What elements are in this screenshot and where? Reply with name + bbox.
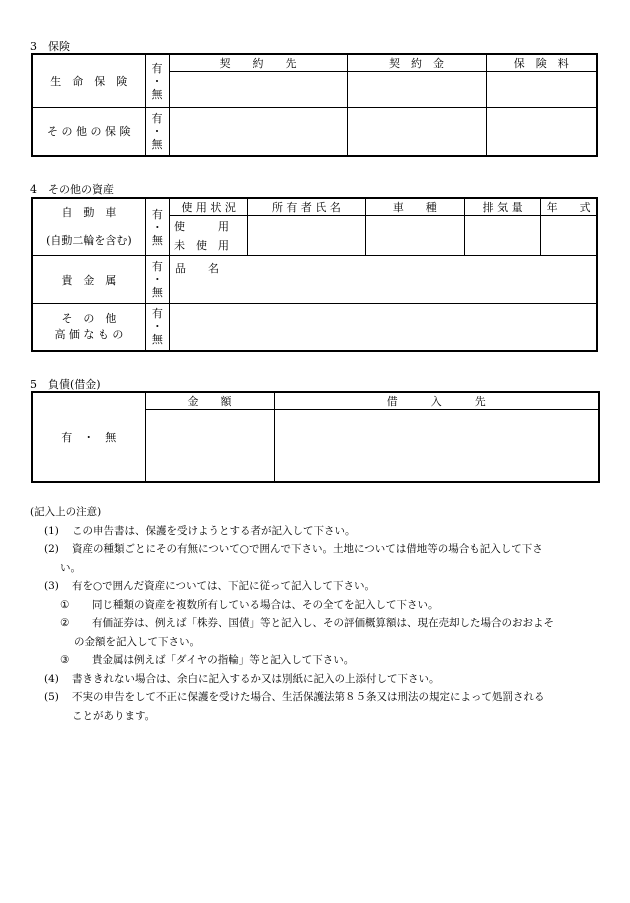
header-lender: 借 入 先 bbox=[274, 392, 599, 410]
header-owner-name: 所 有 者 氏 名 bbox=[248, 198, 365, 216]
header-model-year: 年 式 bbox=[541, 198, 597, 216]
debt-yes-no[interactable]: 有 ・ 無 bbox=[32, 392, 145, 482]
other-premium-field[interactable] bbox=[486, 108, 597, 156]
header-contractor: 契 約 先 bbox=[169, 54, 347, 72]
notes-heading: (記入上の注意) bbox=[30, 506, 102, 518]
car-type-field[interactable] bbox=[365, 216, 464, 256]
note-sub-item: ① 同じ種類の資産を複数所有している場合は、その全てを記入して下さい。 bbox=[60, 598, 439, 611]
life-insurance-label: 生 命 保 険 bbox=[32, 54, 145, 108]
note-sub-item: ③ 貴金属は例えば「ダイヤの指輪」等と記入して下さい。 bbox=[60, 654, 355, 666]
precious-metal-item-field[interactable] bbox=[169, 256, 597, 304]
note-sub-item-cont: の金額を記入して下さい。 bbox=[74, 635, 200, 648]
section-title-debt: 5 負債(借金) bbox=[30, 378, 101, 391]
life-contractor-field[interactable] bbox=[169, 72, 347, 108]
header-amount: 金 額 bbox=[145, 392, 274, 410]
header-premium: 保 険 料 bbox=[486, 54, 597, 72]
item-name-label: 品 名 bbox=[174, 262, 219, 275]
notes bbox=[30, 503, 605, 725]
insurance-table bbox=[31, 53, 598, 157]
other-insurance-label: そ の 他 の 保 険 bbox=[32, 108, 145, 156]
usage-not-in-use[interactable]: 未 使 用 bbox=[169, 236, 247, 256]
precious-metal-label: 貴 金 属 bbox=[32, 256, 145, 304]
debt-table bbox=[31, 391, 600, 483]
car-yes-no[interactable]: 有 ・ 無 bbox=[145, 198, 169, 256]
other-assets-table bbox=[31, 197, 598, 352]
header-car-type: 車 種 bbox=[365, 198, 464, 216]
other-valuables-field[interactable] bbox=[169, 304, 597, 351]
life-premium-field[interactable] bbox=[486, 72, 597, 108]
note-item: (2) 資産の種類ごとにその有無について○で囲んで下さい。土地については借地等の場合も記入して下さ い。 bbox=[44, 543, 543, 574]
life-amount-field[interactable] bbox=[347, 72, 486, 108]
note-sub-item: ② 有価証券は、例えば「株券、国債」等と記入し、その評価概算額は、現在売却した場合のおおよそ bbox=[60, 617, 554, 629]
other-valuables-yes-no[interactable]: 有 ・ 無 bbox=[145, 304, 169, 351]
section-title-insurance: 3 保険 bbox=[30, 40, 70, 53]
debt-amount-field[interactable] bbox=[145, 410, 274, 482]
life-insurance-yes-no[interactable]: 有 ・ 無 bbox=[145, 54, 169, 108]
debt-lender-field[interactable] bbox=[274, 410, 599, 482]
section-title-other-assets: 4 その他の資産 bbox=[30, 183, 114, 196]
header-contract-amount: 契 約 金 bbox=[347, 54, 486, 72]
other-valuables-label: そ の 他 高 価 な も の bbox=[32, 304, 145, 351]
other-insurance-yes-no[interactable]: 有 ・ 無 bbox=[145, 108, 169, 156]
displacement-field[interactable] bbox=[464, 216, 540, 256]
other-amount-field[interactable] bbox=[347, 108, 486, 156]
header-displacement: 排 気 量 bbox=[464, 198, 540, 216]
note-item: (3) 有を○で囲んだ資産については、下記に従って記入して下さい。 bbox=[44, 580, 375, 592]
other-contractor-field[interactable] bbox=[169, 108, 347, 156]
precious-metal-yes-no[interactable]: 有 ・ 無 bbox=[145, 256, 169, 304]
owner-name-field[interactable] bbox=[248, 216, 365, 256]
model-year-field[interactable] bbox=[541, 216, 597, 256]
note-item: (5) 不実の申告をして不正に保護を受けた場合、生活保護法第８５条又は刑法の規定によって処罰される ことがあります。 bbox=[44, 691, 545, 722]
note-item: (1) この申告書は、保護を受けようとする者が記入して下さい。 bbox=[44, 524, 356, 537]
note-item: (4) 書ききれない場合は、余白に記入するか又は別紙に記入の上添付して下さい。 bbox=[44, 672, 440, 685]
header-usage: 使 用 状 況 bbox=[169, 198, 247, 216]
car-label: 自 動 車 (自動二輪を含む) bbox=[32, 198, 145, 256]
usage-in-use[interactable]: 使 用 bbox=[169, 216, 247, 236]
